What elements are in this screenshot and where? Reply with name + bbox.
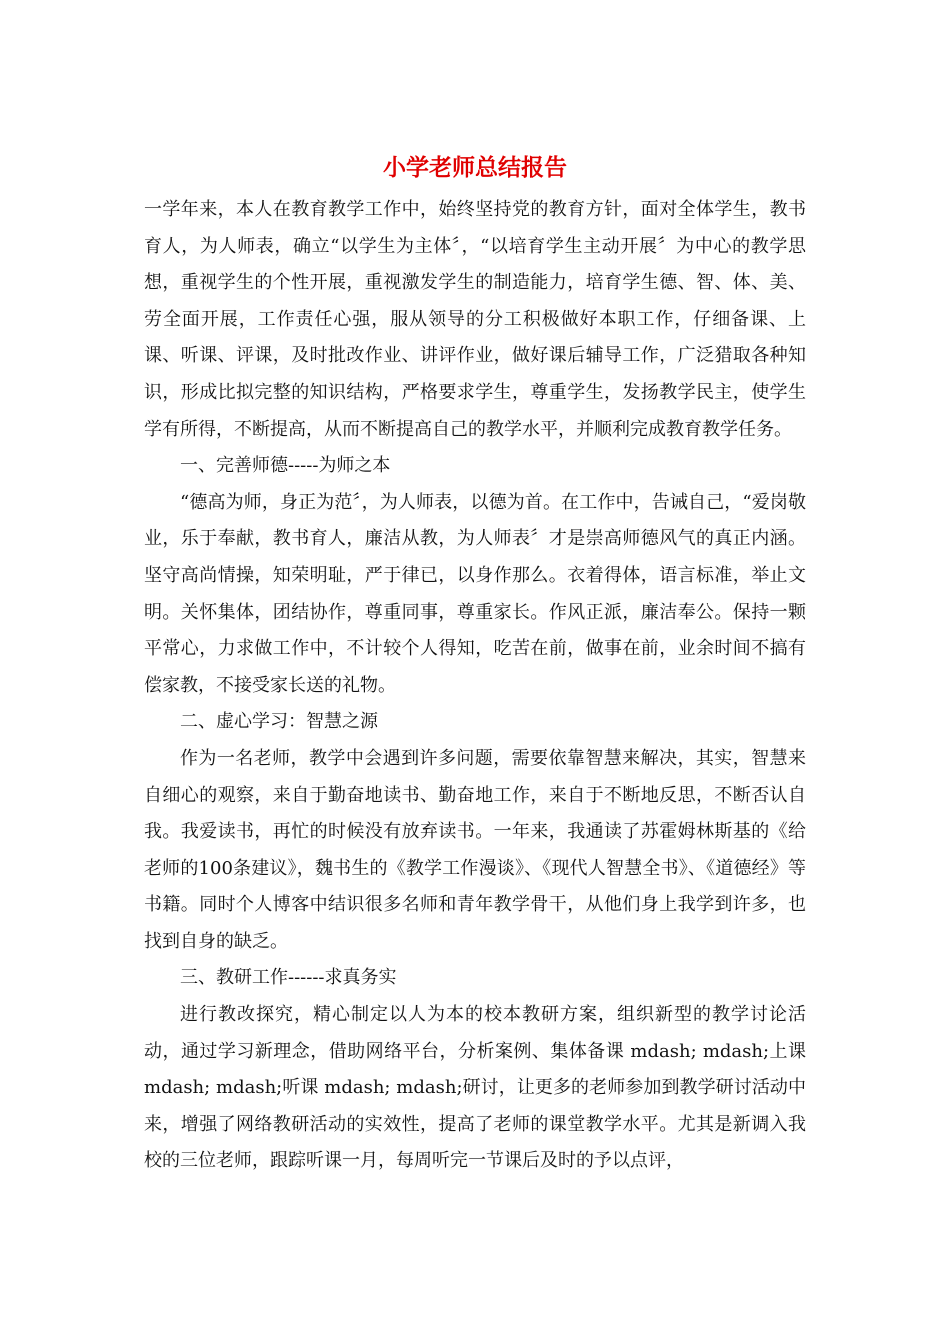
- section-heading-1: 一、完善师德-----为师之本: [180, 455, 391, 477]
- section-heading-2: 二、虚心学习：智慧之源: [180, 711, 378, 733]
- intro-paragraph: 一学年来，本人在教育教学工作中，始终坚持党的教育方针，面对全体学生，教书育人，为人师表，确立“以学生为主体〞，“以培育学生主动开展〞为中心的教学思想，重视学生的个性开展，重视激发学生的制造能力，培育学生德、智、体、美、劳全面开展，工作责任心强，服从领导的分工积极做好本职工作，仔细备课、上课、听课、评课，及时批改作业、讲评作业，做好课后辅导工作，广泛猎取各种知识，形成比拟完整的知识结构，严格要求学生，尊重学生，发扬教学民主，使学生学有所得，不断提高，从而不断提高自己的教学水平，并顺利完成教育教学任务。: [144, 199, 806, 440]
- section-heading-3: 三、教研工作------求真务实: [180, 967, 397, 989]
- section-paragraph-1: “德高为师，身正为范〞，为人师表，以德为首。在工作中，告诫自己，“爱岗敬业，乐于奉献，教书育人，廉洁从教，为人师表〞才是崇高师德风气的真正内涵。坚守高尚情操，知荣明耻，严于律已，以身作那么。衣着得体，语言标准，举止文明。关怀集体，团结协作，尊重同事，尊重家长。作风正派，廉洁奉公。保持一颗平常心，力求做工作中，不计较个人得知，吃苦在前，做事在前，业余时间不搞有偿家教，不接受家长送的礼物。: [144, 491, 806, 696]
- document-title: 小学老师总结报告: [383, 154, 567, 181]
- section-paragraph-3: 进行教改探究，精心制定以人为本的校本教研方案，组织新型的教学讨论活动，通过学习新理念，借助网络平台，分析案例、集体备课 mdash; mdash;上课 mdash; mdash;听课 mdash; mdash;研讨，让更多的老师参加到教学研讨活动中来，增强了网络教研活动的实效性，提高了老师的课堂教学水平。尤其是新调入我校的三位老师，跟踪听课一月，每周听完一节课后及时的予以点评，: [144, 1004, 806, 1172]
- section-paragraph-2: 作为一名老师，教学中会遇到许多问题，需要依靠智慧来解决，其实，智慧来自细心的观察，来自于勤奋地读书、勤奋地工作，来自于不断地反思，不断否认自我。我爱读书，再忙的时候没有放弃读书。一年来，我通读了苏霍姆林斯基的《给老师的100条建议》，魏书生的《教学工作漫谈》、《现代人智慧全书》、《道德经》等书籍。同时个人博客中结识很多名师和青年教学骨干，从他们身上我学到许多，也找到自身的缺乏。: [144, 747, 806, 952]
- document-body: [144, 192, 806, 1180]
